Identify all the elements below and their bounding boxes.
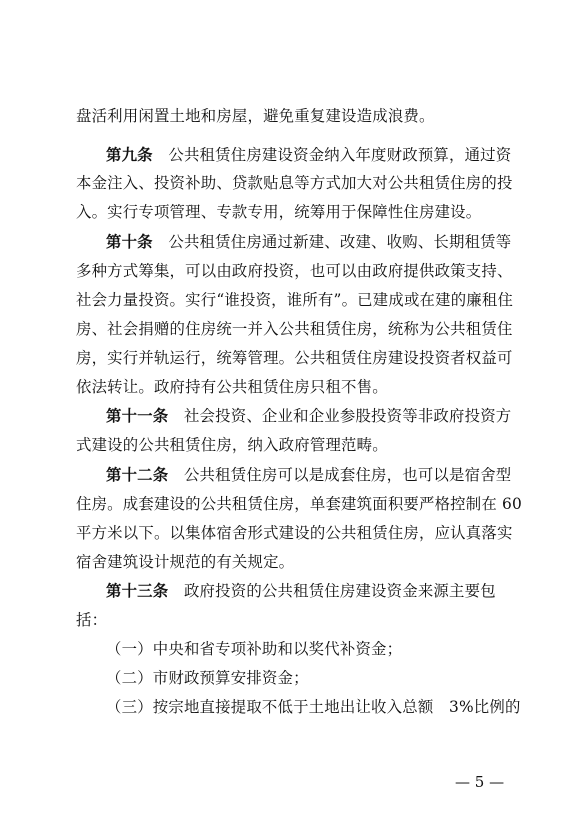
list-item: （二）市财政预算安排资金； xyxy=(106,669,309,687)
article-heading: 第九条 xyxy=(106,146,153,164)
article-heading: 第十二条 xyxy=(106,466,169,484)
paragraph-line: 入。实行专项管理、专款专用，统筹用于保障性住房建设。 xyxy=(76,203,482,221)
article-13-line: 第十三条 政府投资的公共租赁住房建设资金来源主要包 xyxy=(106,582,496,600)
paragraph-line: 住房。成套建设的公共租赁住房，单套建筑面积要严格控制在 60 xyxy=(76,495,523,513)
article-heading: 第十条 xyxy=(106,233,153,251)
paragraph-line: 平方米以下。以集体宿舍形式建设的公共租赁住房，应认真落实 xyxy=(76,524,513,542)
paragraph-line: 社会力量投资。实行“谁投资，谁所有”。已建成或在建的廉租住 xyxy=(76,291,514,309)
article-heading: 第十三条 xyxy=(106,582,169,600)
article-12-line: 第十二条 公共租赁住房可以是成套住房，也可以是宿舍型 xyxy=(106,466,512,484)
paragraph-line: 依法转让。政府持有公共租赁住房只租不售。 xyxy=(76,378,388,396)
paragraph-line: 盘活利用闲置土地和房屋，避免重复建设造成浪费。 xyxy=(76,107,435,125)
paragraph-line: 本金注入、投资补助、贷款贴息等方式加大对公共租赁住房的投 xyxy=(76,174,513,192)
article-11-line: 第十一条 社会投资、企业和企业参股投资等非政府投资方 xyxy=(106,407,512,425)
article-9-line: 第九条 公共租赁住房建设资金纳入年度财政预算，通过资 xyxy=(106,146,512,164)
paragraph-line: 房，实行并轨运行，统筹管理。公共租赁住房建设投资者权益可 xyxy=(76,349,513,367)
article-heading: 第十一条 xyxy=(106,407,169,425)
paragraph-line: 宿舍建筑设计规范的有关规定。 xyxy=(76,553,295,571)
paragraph-line: 多种方式筹集，可以由政府投资，也可以由政府提供政策支持、 xyxy=(76,262,513,280)
list-item: （一）中央和省专项补助和以奖代补资金； xyxy=(106,640,403,658)
list-item: （三）按宗地直接提取不低于土地出让收入总额 3%比例的 xyxy=(106,698,521,716)
paragraph-line: 括： xyxy=(76,611,108,629)
paragraph-line: 式建设的公共租赁住房，纳入政府管理范畴。 xyxy=(76,436,388,454)
article-10-line: 第十条 公共租赁住房通过新建、改建、收购、长期租赁等 xyxy=(106,233,512,251)
page-number: — 5 — xyxy=(455,773,505,791)
paragraph-line: 房、社会捐赠的住房统一并入公共租赁住房，统称为公共租赁住 xyxy=(76,320,513,338)
